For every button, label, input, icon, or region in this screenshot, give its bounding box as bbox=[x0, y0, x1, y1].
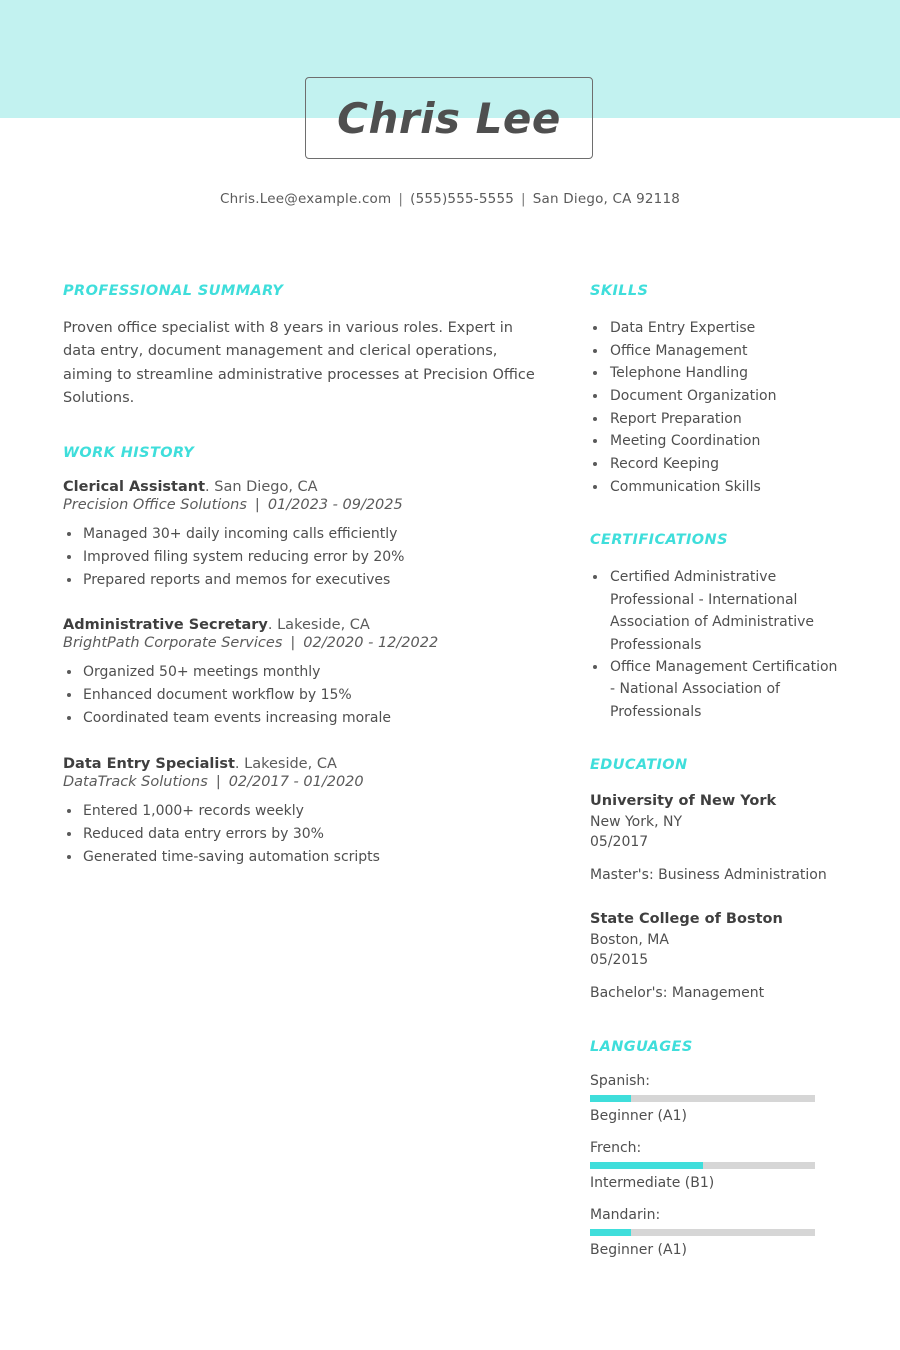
contact-phone: (555)555-5555 bbox=[410, 191, 515, 207]
job-company: DataTrack Solutions bbox=[63, 773, 208, 790]
job-entry bbox=[63, 479, 545, 592]
skill-item: Telephone Handling bbox=[590, 362, 840, 385]
language-proficiency-bar bbox=[590, 1095, 815, 1102]
skill-item: Document Organization bbox=[590, 385, 840, 408]
job-location: . Lakeside, CA bbox=[234, 755, 337, 772]
education-location: Boston, MA bbox=[590, 932, 669, 949]
job-bullet: Generated time-saving automation scripts bbox=[63, 846, 545, 869]
education-date: 05/2015 bbox=[590, 952, 649, 969]
heading-professional-summary: PROFESSIONAL SUMMARY bbox=[63, 283, 284, 299]
language-level: Beginner (A1) bbox=[590, 1241, 687, 1258]
job-bullet: Improved filing system reducing error by 20% bbox=[63, 546, 545, 569]
name-box bbox=[305, 77, 593, 159]
skill-item: Report Preparation bbox=[590, 408, 840, 431]
job-separator: | bbox=[254, 496, 260, 513]
language-proficiency-bar bbox=[590, 1162, 815, 1169]
job-entry bbox=[63, 756, 545, 869]
job-header bbox=[63, 756, 545, 772]
language-name: Spanish: bbox=[590, 1072, 650, 1089]
education-school: University of New York bbox=[590, 793, 777, 810]
section-professional-summary bbox=[63, 283, 545, 411]
job-header bbox=[63, 479, 545, 495]
job-separator: | bbox=[215, 773, 221, 790]
skills-list bbox=[590, 317, 840, 498]
job-title: Data Entry Specialist bbox=[63, 755, 235, 772]
job-bullet: Prepared reports and memos for executives bbox=[63, 569, 545, 592]
language-entry bbox=[590, 1207, 840, 1258]
language-level: Beginner (A1) bbox=[590, 1107, 687, 1124]
job-bullet: Organized 50+ meetings monthly bbox=[63, 661, 545, 684]
language-name: Mandarin: bbox=[590, 1206, 661, 1223]
job-title: Clerical Assistant bbox=[63, 478, 206, 495]
job-title: Administrative Secretary bbox=[63, 617, 268, 634]
skill-item: Communication Skills bbox=[590, 476, 840, 499]
section-languages bbox=[590, 1039, 840, 1258]
job-company-dates bbox=[63, 497, 545, 513]
job-location: . San Diego, CA bbox=[205, 478, 318, 495]
contact-email: Chris.Lee@example.com bbox=[219, 191, 392, 207]
job-company-dates bbox=[63, 635, 545, 651]
section-work-history bbox=[63, 445, 545, 869]
job-location: . Lakeside, CA bbox=[267, 617, 370, 634]
language-proficiency-bar bbox=[590, 1229, 815, 1236]
heading-skills: SKILLS bbox=[590, 283, 649, 299]
language-entry bbox=[590, 1073, 840, 1124]
education-school: State College of Boston bbox=[590, 911, 783, 928]
language-proficiency-fill bbox=[590, 1229, 631, 1236]
language-entry bbox=[590, 1140, 840, 1191]
contact-separator-2: | bbox=[521, 191, 526, 207]
job-company: BrightPath Corporate Services bbox=[63, 635, 283, 652]
language-level: Intermediate (B1) bbox=[590, 1174, 715, 1191]
job-bullet-list bbox=[63, 800, 545, 869]
heading-education: EDUCATION bbox=[590, 757, 688, 774]
job-bullet-list bbox=[63, 661, 545, 730]
language-proficiency-fill bbox=[590, 1095, 631, 1102]
job-dates: 02/2020 - 12/2022 bbox=[303, 635, 439, 652]
language-name: French: bbox=[590, 1139, 642, 1156]
job-company-dates bbox=[63, 774, 545, 790]
contact-line bbox=[0, 191, 900, 207]
job-bullet-list bbox=[63, 523, 545, 592]
education-location: New York, NY bbox=[590, 814, 683, 831]
left-column bbox=[0, 283, 545, 895]
heading-work-history: WORK HISTORY bbox=[63, 444, 195, 461]
candidate-name: Chris Lee bbox=[337, 93, 561, 143]
job-bullet: Entered 1,000+ records weekly bbox=[63, 800, 545, 823]
education-entry bbox=[590, 791, 840, 885]
skill-item: Office Management bbox=[590, 340, 840, 363]
job-bullet: Reduced data entry errors by 30% bbox=[63, 823, 545, 846]
skill-item: Meeting Coordination bbox=[590, 430, 840, 453]
heading-certifications: CERTIFICATIONS bbox=[590, 532, 728, 549]
resume-body bbox=[0, 283, 900, 1288]
certification-item: Office Management Certification - National Association of Professionals bbox=[590, 656, 840, 723]
job-dates: 02/2017 - 01/2020 bbox=[228, 773, 364, 790]
education-degree: Master's: Business Administration bbox=[590, 866, 827, 883]
job-bullet: Enhanced document workflow by 15% bbox=[63, 684, 545, 707]
skill-item: Record Keeping bbox=[590, 453, 840, 476]
job-separator: | bbox=[290, 635, 296, 652]
contact-separator-1: | bbox=[398, 191, 404, 207]
education-date: 05/2017 bbox=[590, 834, 649, 851]
job-entry bbox=[63, 617, 545, 730]
section-certifications bbox=[590, 532, 840, 723]
summary-text: Proven office specialist with 8 years in various roles. Expert in data entry, document management and clerical operations, aiming to streamline administrative processes at Precision Office Solutions. bbox=[63, 320, 535, 407]
job-company: Precision Office Solutions bbox=[63, 496, 247, 513]
job-bullet: Managed 30+ daily incoming calls efficiently bbox=[63, 523, 545, 546]
education-entry bbox=[590, 909, 840, 1003]
job-dates: 01/2023 - 09/2025 bbox=[267, 496, 403, 513]
skill-item: Data Entry Expertise bbox=[590, 317, 840, 340]
language-proficiency-fill bbox=[590, 1162, 703, 1169]
certifications-list bbox=[590, 566, 840, 723]
section-education bbox=[590, 757, 840, 1003]
certification-item: Certified Administrative Professional - International Association of Administrative Professionals bbox=[590, 566, 840, 656]
right-column bbox=[545, 283, 900, 1288]
education-degree: Bachelor's: Management bbox=[590, 984, 765, 1001]
job-bullet: Coordinated team events increasing morale bbox=[63, 707, 545, 730]
section-skills bbox=[590, 283, 840, 498]
job-header bbox=[63, 617, 545, 633]
heading-languages: LANGUAGES bbox=[590, 1038, 693, 1055]
contact-location: San Diego, CA 92118 bbox=[532, 191, 681, 207]
